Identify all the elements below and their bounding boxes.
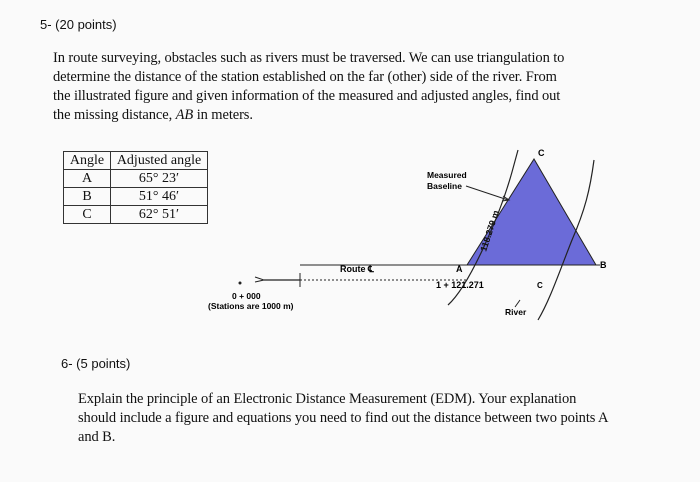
angle-name: C — [64, 206, 111, 224]
point-c-label: C — [538, 148, 545, 158]
baseline-pointer — [466, 186, 508, 200]
river-pointer — [515, 300, 520, 307]
question-5-heading: 5- (20 points) — [40, 17, 117, 32]
question-6-heading: 6- (5 points) — [61, 356, 131, 371]
measured-label: Measured — [427, 170, 467, 180]
question-5-line: In route surveying, obstacles such as rivers must be traversed. We can use triangulation to — [53, 50, 565, 66]
question-6-line: Explain the principle of an Electronic Distance Measurement (EDM). Your explanation — [78, 391, 577, 407]
route-label: Route ℄ — [340, 264, 374, 274]
point-b-label: B — [600, 260, 607, 270]
station-label: 1 + 121.271 — [436, 280, 484, 290]
route-arrow — [255, 277, 264, 282]
question-6-line: should include a figure and equations you need to find out the distance between two points A — [78, 410, 609, 426]
question-6-line: and B. — [78, 429, 116, 445]
angle-value: 51° 46′ — [111, 188, 208, 206]
angle-value: 62° 51′ — [111, 206, 208, 224]
angle-name: A — [64, 170, 111, 188]
baseline-label: Baseline — [427, 181, 462, 191]
point-a-label: A — [456, 264, 463, 274]
header-angle: Angle — [64, 152, 111, 170]
question-5-line-last: the missing distance, AB in meters. — [53, 107, 253, 123]
point-c-small-label: C — [537, 281, 543, 290]
question-5-line: the illustrated figure and given information of the measured and adjusted angles, find out — [53, 88, 561, 104]
question-6-text — [78, 390, 678, 447]
angle-name: B — [64, 188, 111, 206]
start-point — [239, 282, 242, 285]
angle-value: 65° 23′ — [111, 170, 208, 188]
start-station-label: 0 + 000 — [232, 291, 261, 301]
question-5-line: determine the distance of the station established on the far (other) side of the river. From — [53, 69, 557, 85]
header-adjusted-angle: Adjusted angle — [111, 152, 208, 170]
river-label: River — [505, 307, 527, 317]
baseline-length-label: 118.279 m — [478, 209, 502, 253]
stations-note: (Stations are 1000 m) — [208, 301, 294, 311]
